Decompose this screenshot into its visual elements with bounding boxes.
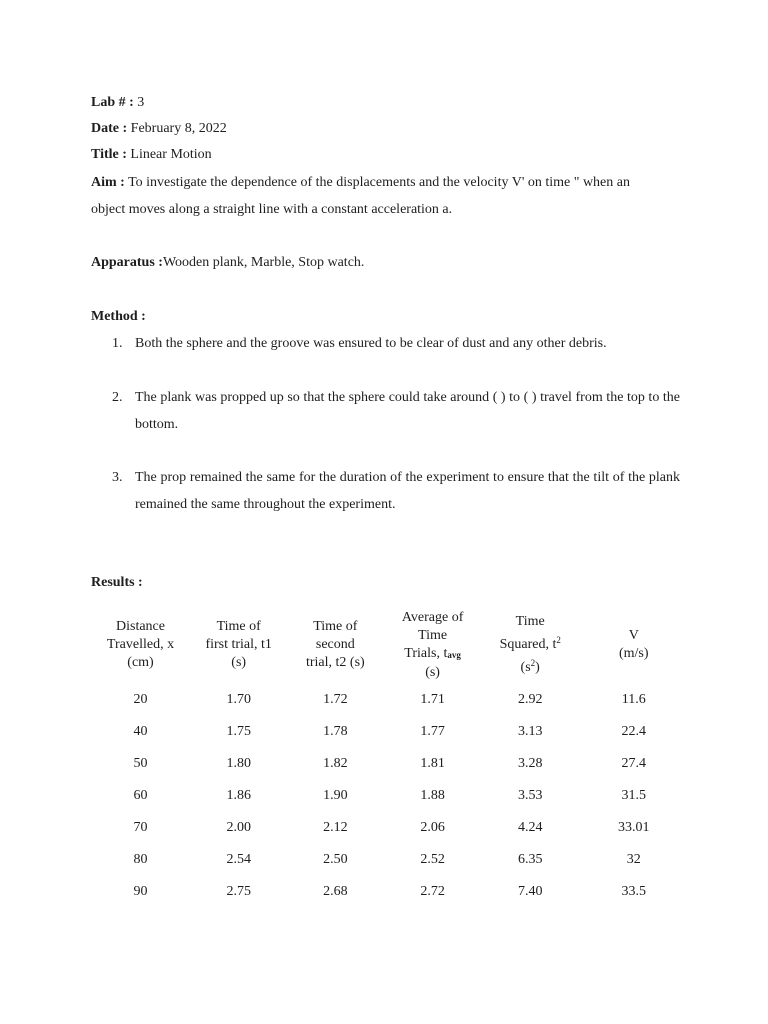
cell-distance: 70 bbox=[133, 820, 148, 835]
cell-time-squared: 7.40 bbox=[517, 884, 543, 899]
aim-paragraph bbox=[91, 169, 630, 223]
method-step-text: The prop remained the same for the duration of the experiment to ensure that the tilt of the plank remained the same throughout the experiment. bbox=[135, 470, 680, 512]
column-header-time-trial-2: Time of second trial, t2 (s) bbox=[305, 619, 365, 670]
cell-average-time: 1.77 bbox=[420, 724, 445, 739]
cell-time-trial-2: 1.72 bbox=[323, 692, 348, 707]
cell-velocity: 11.6 bbox=[621, 692, 646, 707]
apparatus-label: Apparatus : bbox=[91, 255, 163, 270]
title-value: Linear Motion bbox=[130, 147, 212, 162]
table-row bbox=[90, 876, 688, 908]
cell-average-time: 1.88 bbox=[420, 788, 445, 803]
cell-velocity: 33.01 bbox=[618, 820, 650, 835]
cell-time-trial-2: 1.90 bbox=[323, 788, 348, 803]
cell-distance: 90 bbox=[133, 884, 148, 899]
cell-distance: 40 bbox=[133, 724, 148, 739]
aim-line-1 bbox=[91, 169, 630, 196]
table-row bbox=[90, 684, 688, 716]
cell-velocity: 31.5 bbox=[621, 788, 646, 803]
date-label: Date : bbox=[91, 121, 128, 136]
cell-average-time: 1.71 bbox=[420, 692, 445, 707]
column-header-time-trial-1: Time of first trial, t1 (s) bbox=[205, 619, 272, 670]
method-step-text: The plank was propped up so that the sphere could take around ( ) to ( ) travel from the top to the bottom. bbox=[135, 390, 680, 432]
method-step-number: 3. bbox=[112, 470, 123, 485]
cell-time-trial-1: 1.75 bbox=[226, 724, 251, 739]
cell-velocity: 33.5 bbox=[621, 884, 646, 899]
table-row bbox=[90, 780, 688, 812]
cell-distance: 50 bbox=[133, 756, 148, 771]
cell-average-time: 2.52 bbox=[420, 852, 445, 867]
cell-velocity: 22.4 bbox=[621, 724, 646, 739]
lab-number-line bbox=[91, 95, 144, 111]
lab-number-value: 3 bbox=[137, 95, 145, 110]
method-step-number: 2. bbox=[112, 390, 123, 405]
lab-number-label: Lab # : bbox=[91, 95, 134, 110]
cell-time-trial-2: 2.12 bbox=[323, 820, 348, 835]
apparatus-line bbox=[91, 255, 364, 271]
column-header-distance: Distance Travelled, x (cm) bbox=[106, 619, 175, 670]
table-row bbox=[90, 748, 688, 780]
table-row bbox=[90, 716, 688, 748]
aim-text-2: object moves along a straight line with a constant acceleration a. bbox=[91, 202, 453, 217]
cell-time-squared: 6.35 bbox=[517, 852, 543, 867]
results-heading: Results : bbox=[91, 575, 143, 590]
aim-label: Aim : bbox=[91, 175, 125, 190]
cell-time-trial-1: 2.75 bbox=[226, 884, 251, 899]
cell-time-trial-1: 2.00 bbox=[226, 820, 251, 835]
method-heading: Method : bbox=[91, 309, 146, 324]
method-step-number: 1. bbox=[112, 336, 123, 351]
table-header-row bbox=[90, 606, 688, 684]
cell-distance: 20 bbox=[133, 692, 148, 707]
apparatus-value: Wooden plank, Marble, Stop watch. bbox=[162, 255, 365, 270]
title-label: Title : bbox=[91, 147, 127, 162]
cell-time-squared: 3.13 bbox=[517, 724, 543, 739]
cell-time-trial-2: 1.82 bbox=[323, 756, 348, 771]
column-header-time-squared: Time Squared, $t^2$ $(s^2)$ bbox=[499, 614, 561, 675]
cell-average-time: 2.06 bbox=[420, 820, 445, 835]
cell-time-trial-1: 1.80 bbox=[226, 756, 251, 771]
table-row bbox=[90, 844, 688, 876]
cell-distance: 80 bbox=[133, 852, 148, 867]
date-value: February 8, 2022 bbox=[130, 121, 227, 136]
table-row bbox=[90, 812, 688, 844]
cell-time-trial-1: 1.86 bbox=[226, 788, 251, 803]
cell-distance: 60 bbox=[133, 788, 148, 803]
column-header-velocity: V (m/s) bbox=[618, 628, 649, 661]
cell-velocity: 27.4 bbox=[621, 756, 646, 771]
method-step-text: Both the sphere and the groove was ensured to be clear of dust and any other debris. bbox=[135, 336, 607, 351]
date-line bbox=[91, 121, 227, 137]
cell-average-time: 1.81 bbox=[420, 756, 445, 771]
title-line bbox=[91, 147, 212, 163]
cell-average-time: 2.72 bbox=[420, 884, 445, 899]
aim-text-1: To investigate the dependence of the displacements and the velocity V' on time " when an bbox=[128, 175, 630, 190]
results-table bbox=[90, 606, 688, 908]
cell-time-trial-1: 1.70 bbox=[226, 692, 251, 707]
cell-velocity: 32 bbox=[626, 852, 641, 867]
cell-time-squared: 3.28 bbox=[517, 756, 543, 771]
cell-time-squared: 4.24 bbox=[517, 820, 543, 835]
cell-time-trial-2: 1.78 bbox=[323, 724, 348, 739]
cell-time-trial-2: 2.68 bbox=[323, 884, 348, 899]
cell-time-trial-1: 2.54 bbox=[226, 852, 251, 867]
cell-time-squared: 2.92 bbox=[517, 692, 543, 707]
cell-time-trial-2: 2.50 bbox=[323, 852, 348, 867]
column-header-average-time: Average of Time Trials, $t_{avg}$ (s) bbox=[401, 609, 464, 680]
cell-time-squared: 3.53 bbox=[517, 788, 543, 803]
